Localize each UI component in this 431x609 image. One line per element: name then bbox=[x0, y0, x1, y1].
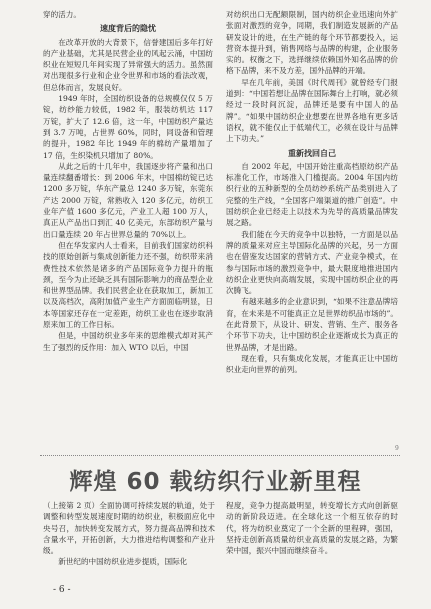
paragraph: 对纺织出口无配额限制，国内纺织企业迅速向外扩张面对激烈的竞争，同期，我们制造发展新的产品研发设计的进，在生产链的每个环节都要投入，运营资本提升到，销售网络与品牌的构建，企业服务实的。权衡之下，选择继续依赖国外知名品牌的价格下品牌，来不及方差，国外品牌的开端。 bbox=[226, 10, 398, 76]
article-column-bottom-left bbox=[43, 500, 215, 568]
paragraph: 现在看，只有集成化发展，才能真正让中国纺织业走向世界的前列。 bbox=[226, 353, 398, 375]
section-heading: 速度背后的隐忧 bbox=[100, 24, 156, 34]
paragraph: 早在几年前，美国《时代周刊》就曾经专门报道到：“中国若想让品牌在国际舞台上打响，就必须经过一段时间沉淀，品牌还是要有中国人的品牌”。“如果中国纺织企业想要在世界各地有更多话语权，就不能仅止于低端代工，必须在设计与品牌上下功夫。” bbox=[226, 77, 398, 144]
paragraph: 穿的活力。 bbox=[43, 10, 81, 19]
paragraph: （上接第 2 页）全面协调可持续发展的轨道，处于调整和转型发展速度时期的纺织业，积极面应化中央号召，加快转变发展方式，努力提高品牌和技术含量水平，开拓创新，大力推进结构调整和产业升级。 bbox=[43, 501, 215, 556]
paragraph: 自 2002 年起，中国开始注重高档原纺织产品标准化工作，市场准入门槛提高。2004 年国内纺织行业的五种新型的全员纺纱系统产品类别进入了完整的生产线，“全国客户端渠道的推广创造”。中国纺织企业已经走上以技术为先导的高质量品牌发展之路。 bbox=[226, 161, 398, 228]
page-mark: 9 bbox=[395, 445, 399, 452]
article-column-bottom-right bbox=[226, 500, 398, 556]
paragraph: 1949 年时，全国纺织设备的总规模仅仅 5 万锭，纺纱能力较低，1982 年，服装纺机达 117 万锭，扩大了 12.6 倍，这一年，中国纺织产量达到 3.7 万吨，占世界 60%，同时，同设备和管理的提升，1982 年比 1949 年的棉纺产量增加了 17 倍，生织染机只增加了 80%。 bbox=[43, 94, 213, 160]
article-column-right bbox=[226, 9, 398, 376]
paragraph: 新世纪的中国纺织业进步提质，国际化 bbox=[58, 557, 188, 567]
paragraph: 程度，竞争力提高最明显，转变增长方式向创新驱动的新阶段迈进。在全球化这一个相互依存的时代，将为纺织业奠定了一个全新的里程碑，强国，坚持走创新高质量纺织业高质量的发展之路，为繁荣中国，振兴中国而继续奋斗。 bbox=[226, 501, 398, 556]
section-heading: 重新找回自己 bbox=[288, 148, 336, 158]
page-number: - 6 - bbox=[53, 585, 71, 595]
paragraph: 但在华发家内人士看来，目前我们国家纺织科技的原始创新与集成创新能力还不强，纺织带来消费性技术依然是诸多的产品国际竞争力提升的瓶颈，至今为止还缺乏具有国际影响力的商品型企业和世界型品牌。我们民营企业在获取加工，新加工以及高档次，高附加值产业生产方面面临明显，日本等国家还存在一定差距，纺织工业也在逐步取消原来加工的工作日标。 bbox=[43, 240, 213, 330]
paragraph: 有越来越多的企业意识到，“如果不注意品牌培育，在未来是不可能真正立足世界纺织品市场的”。在此背景下，从设计、研发、营销、生产、服务各个环节下功夫，让中国纺织企业逐渐成长为真正的世界品牌，才是出路。 bbox=[226, 297, 398, 352]
article-headline: 辉煌 60 载纺织行业新里程 bbox=[69, 469, 362, 495]
paragraph: 从此之后的十几年中，我国逐步将产量和出口量连续翻番增长：到 2006 年末，中国棉纺锭已达 1200 多万锭，华东产量总 1240 多万锭，东莞东产达 2000 万锭，常熟收入 120 多亿元，纺织工业年产值 1600 多亿元，产业工人超 100 万人，真正从产品出口到汇 40 亿美元，东部纺织产量与出口量连续 20 年占世界总量的 70%以上。 bbox=[43, 161, 213, 239]
divider bbox=[40, 455, 400, 456]
paragraph: 我们能在今天的竞争中以独特，一方面是以品牌的质量来对应主导国际化品牌的兴起，另一方面也在借鉴发达国家的营销方式、产业竞争模式，在参与国际市场的激烈竞争中，最大限度地推进国内纺织企业更快向高端发展，实现中国纺织企业的再次腾飞。 bbox=[226, 229, 398, 296]
article-column-left bbox=[43, 9, 213, 353]
paragraph: 在改革开放的大背景下，信誉建国后多年打好的产业基础，尤其是民营企业的风起云涌，中国纺织业在短短几年间实现了异常强大的活力。虽然面对出现很多行业和企业令世界和市场的看法改观，但总体而言，发展良好。 bbox=[43, 37, 213, 92]
paragraph: 但是，中国纺织业多年来的思维模式却对其产生了强烈的反作用：加入 WTO 以后，中国 bbox=[43, 331, 213, 352]
